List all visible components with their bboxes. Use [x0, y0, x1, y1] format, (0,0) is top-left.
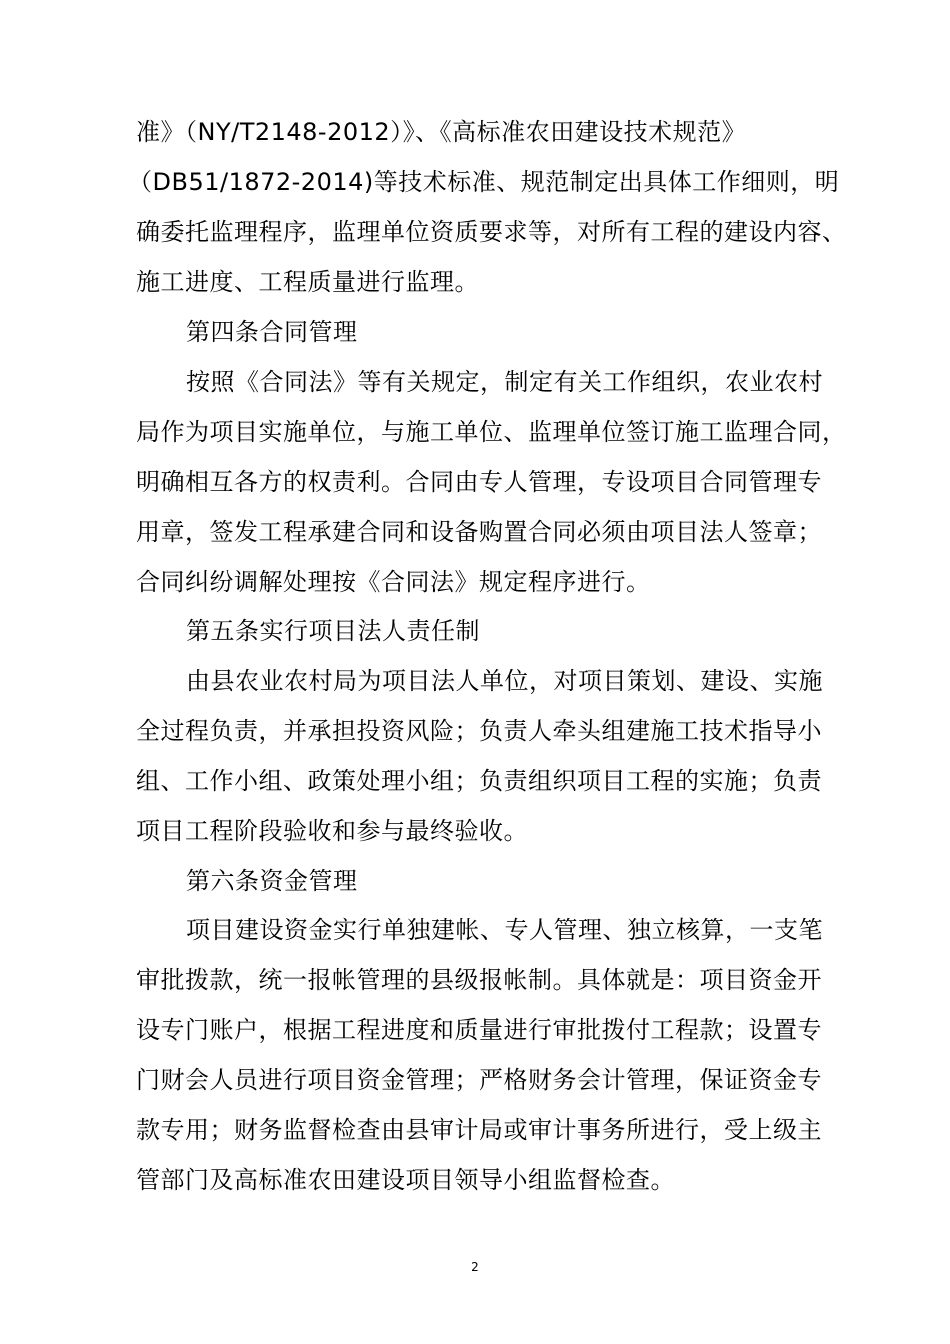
page-number: 2 — [471, 1260, 479, 1274]
body-text-line: 合同纠纷调解处理按《合同法》规定程序进行。 — [136, 568, 651, 596]
body-text-line: 施工进度、工程质量进行监理。 — [136, 268, 479, 296]
section-heading: 第四条合同管理 — [186, 318, 358, 346]
body-text-line: 款专用；财务监督检查由县审计局或审计事务所进行，受上级主 — [136, 1116, 822, 1144]
body-text-line: 组、工作小组、政策处理小组；负责组织项目工程的实施；负责 — [136, 767, 822, 795]
section-heading: 第六条资金管理 — [186, 867, 358, 895]
body-text-line: 由县农业农村局为项目法人单位，对项目策划、建设、实施 — [186, 667, 823, 695]
body-text-line: 项目建设资金实行单独建帐、专人管理、独立核算，一支笔 — [186, 916, 823, 944]
body-text-line: 按照《合同法》等有关规定，制定有关工作组织，农业农村 — [186, 368, 823, 396]
body-text-line: 确委托监理程序，监理单位资质要求等，对所有工程的建设内容、 — [136, 218, 847, 246]
body-text-line: 用章，签发工程承建合同和设备购置合同必须由项目法人签章； — [136, 518, 822, 546]
body-text-line: 局作为项目实施单位，与施工单位、监理单位签订施工监理合同， — [136, 418, 847, 446]
body-text-line: 明确相互各方的权责利。合同由专人管理，专设项目合同管理专 — [136, 468, 822, 496]
body-text-line: 设专门账户，根据工程进度和质量进行审批拨付工程款；设置专 — [136, 1016, 822, 1044]
body-text-line: 审批拨款，统一报帐管理的县级报帐制。具体就是：项目资金开 — [136, 966, 822, 994]
body-text-line: 准》（NY/T2148-2012）》、《高标准农田建设技术规范》 — [136, 118, 747, 146]
section-heading: 第五条实行项目法人责任制 — [186, 617, 480, 645]
body-text-line: （DB51/1872-2014)等技术标准、规范制定出具体工作细则，明 — [128, 168, 840, 196]
body-text-line: 门财会人员进行项目资金管理；严格财务会计管理，保证资金专 — [136, 1066, 822, 1094]
body-text-line: 全过程负责，并承担投资风险；负责人牵头组建施工技术指导小 — [136, 717, 822, 745]
body-text-line: 项目工程阶段验收和参与最终验收。 — [136, 817, 528, 845]
body-text-line: 管部门及高标准农田建设项目领导小组监督检查。 — [136, 1166, 675, 1194]
